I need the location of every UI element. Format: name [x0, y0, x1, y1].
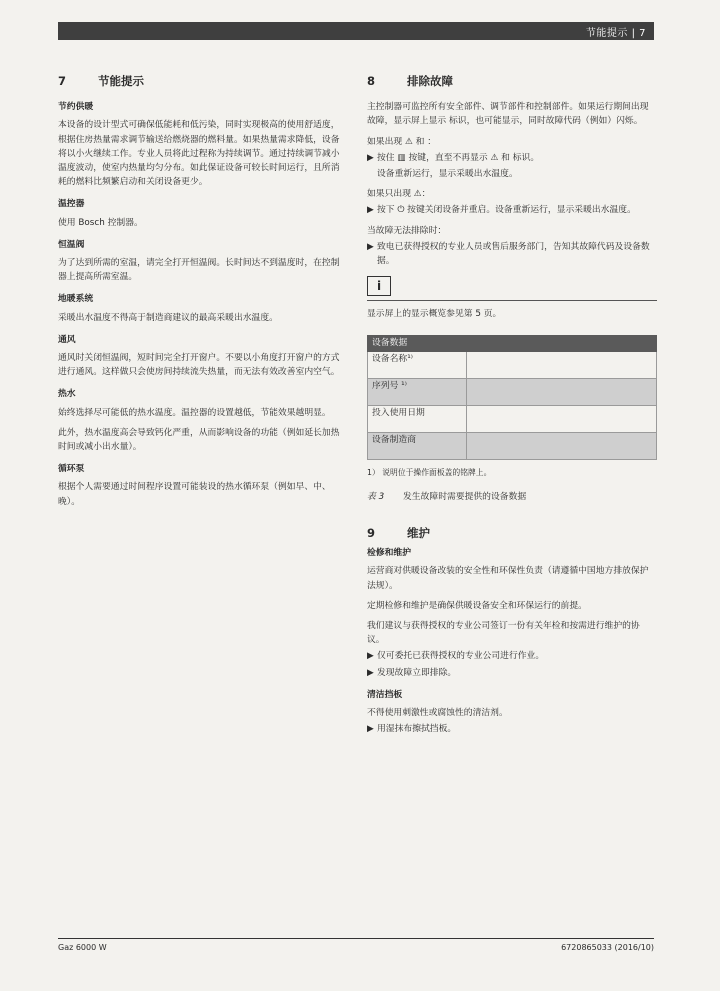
subheading-hot-water: 热水	[58, 389, 76, 400]
result-restart: 设备重新运行，显示采暖出水温度。	[377, 169, 518, 180]
paragraph-cleaning: 不得使用刺激性或腐蚀性的清洁剂。	[367, 708, 508, 719]
bullet-arrow-icon: ▶	[367, 205, 374, 216]
condition-warning-only: 如果只出现 ⚠：	[367, 189, 431, 200]
bullet-arrow-icon: ▶	[367, 241, 374, 252]
paragraph-floor-heating: 采暖出水温度不得高于制造商建议的最高采暖出水温度。	[58, 312, 278, 323]
bullet-arrow-icon: ▶	[367, 152, 374, 163]
condition-not-resolved: 当故障无法排除时：	[367, 225, 447, 236]
subheading-ventilation: 通风	[58, 334, 76, 345]
bullet-power-restart: ▶ 按下 ⏻ 按键关闭设备并重启。设备重新运行，显示采暖出水温度。	[367, 203, 657, 217]
info-note: 显示屏上的显示概览参见第 5 页。	[367, 309, 502, 320]
bullet-arrow-icon: ▶	[367, 724, 374, 735]
paragraph-heating: 本设备的设计型式可确保低能耗和低污染，同时实现极高的使用舒适度，根据住房热量需求调节输送给燃烧器的燃料量。如果热量需求降低，设备将以小火继续工作。专业人员将此过程称为持续调节。通过持续调节减小温度波动，使室内热量均匀分布。如此保证设备可较长时间运行，且所消耗的燃料比频繁启动和关闭设备更少。	[58, 120, 340, 188]
divider	[367, 300, 657, 301]
right-column	[367, 74, 657, 738]
section-7-heading: 7 节能提示	[58, 74, 144, 88]
table-row: 投入使用日期	[368, 405, 657, 432]
paragraph-circulation-pump: 根据个人需要通过时间程序设置可能装设的热水循环泵（例如早、中、晚）。	[58, 482, 331, 507]
table-header: 设备数据	[368, 336, 657, 351]
bullet-call-service: ▶ 致电已获得授权的专业人员或售后服务部门，告知其故障代码及设备数据。	[367, 240, 657, 268]
subheading-maintenance: 检修和维护	[367, 548, 411, 559]
paragraph-fault-intro: 主控制器可监控所有安全部件、调节部件和控制部件。如果运行期间出现故障，显示屏上显示 标识，也可能显示，同时故障代码（例如）闪烁。	[367, 102, 649, 127]
bullet-wipe-cover: ▶ 用湿抹布擦拭挡板。	[367, 722, 657, 736]
paragraph-hot-water-1: 始终选择尽可能低的热水温度。温控器的设置越低，节能效果越明显。	[58, 407, 331, 418]
footer-doc-number: 6720865033 (2016/10)	[561, 943, 654, 952]
header-chapter: 节能提示 | 7	[585, 28, 646, 39]
paragraph-ventilation: 通风时关闭恒温阀，短时间完全打开窗户。不要以小角度打开窗户的方式进行通风。这样做只会使房间持续流失热量，而无法有效改善室内空气。	[58, 353, 340, 378]
left-column	[58, 74, 343, 515]
bullet-arrow-icon: ▶	[367, 651, 374, 662]
page-footer	[58, 938, 654, 952]
table-row: 设备名称¹⁾	[368, 351, 657, 378]
table-row: 设备制造商	[368, 432, 657, 459]
subheading-circulation-pump: 循环泵	[58, 464, 85, 475]
subheading-heating: 节约供暖	[58, 102, 94, 113]
paragraph-maintenance-2: 定期检修和维护是确保供暖设备安全和环保运行的前提。	[367, 600, 587, 611]
bullet-authorized-only: ▶ 仅可委托已获得授权的专业公司进行作业。	[367, 649, 657, 663]
table-caption: 表 3 发生故障时需要提供的设备数据	[367, 491, 527, 502]
subheading-thermostatic-valve: 恒温阀	[58, 239, 85, 250]
device-data-table	[367, 335, 657, 459]
section-8-heading: 8 排除故障	[367, 74, 453, 88]
condition-warning-and-symbol: 如果出现 ⚠ 和 ：	[367, 136, 437, 147]
table-row: 序列号 ¹⁾	[368, 378, 657, 405]
subheading-thermostat: 温控器	[58, 199, 85, 210]
table-footnote: 1） 说明位于操作面板盖的铭牌上。	[367, 467, 492, 477]
footer-model: Gaz 6000 W	[58, 943, 107, 952]
header-bar	[58, 22, 654, 40]
subheading-floor-heating: 地暖系统	[58, 294, 94, 305]
info-icon: i	[367, 276, 391, 296]
paragraph-thermostat: 使用 Bosch 控制器。	[58, 217, 143, 228]
paragraph-hot-water-2: 此外，热水温度高会导致钙化严重，从而影响设备的功能（例如延长加热时间或减小出水量）。	[58, 427, 340, 453]
subheading-cleaning: 清洁挡板	[367, 689, 403, 700]
paragraph-maintenance-1: 运营商对供暖设备改装的安全性和环保性负责（请遵循中国地方排放保护法规）。	[367, 566, 649, 591]
paragraph-thermostatic-valve: 为了达到所需的室温，请完全打开恒温阀。长时间达不到温度时，在控制器上提高所需室温。	[58, 258, 340, 283]
paragraph-maintenance-3: 我们建议与获得授权的专业公司签订一份有关年检和按需进行维护的协议。	[367, 621, 640, 646]
bullet-arrow-icon: ▶	[367, 667, 374, 678]
section-9-heading: 9 维护	[367, 526, 430, 541]
bullet-fix-faults: ▶ 发现故障立即排除。	[367, 666, 657, 680]
bullet-hold-reset: ▶ 按住 ▥ 按键，直至不再显示 ⚠ 和 标识。	[367, 151, 657, 165]
